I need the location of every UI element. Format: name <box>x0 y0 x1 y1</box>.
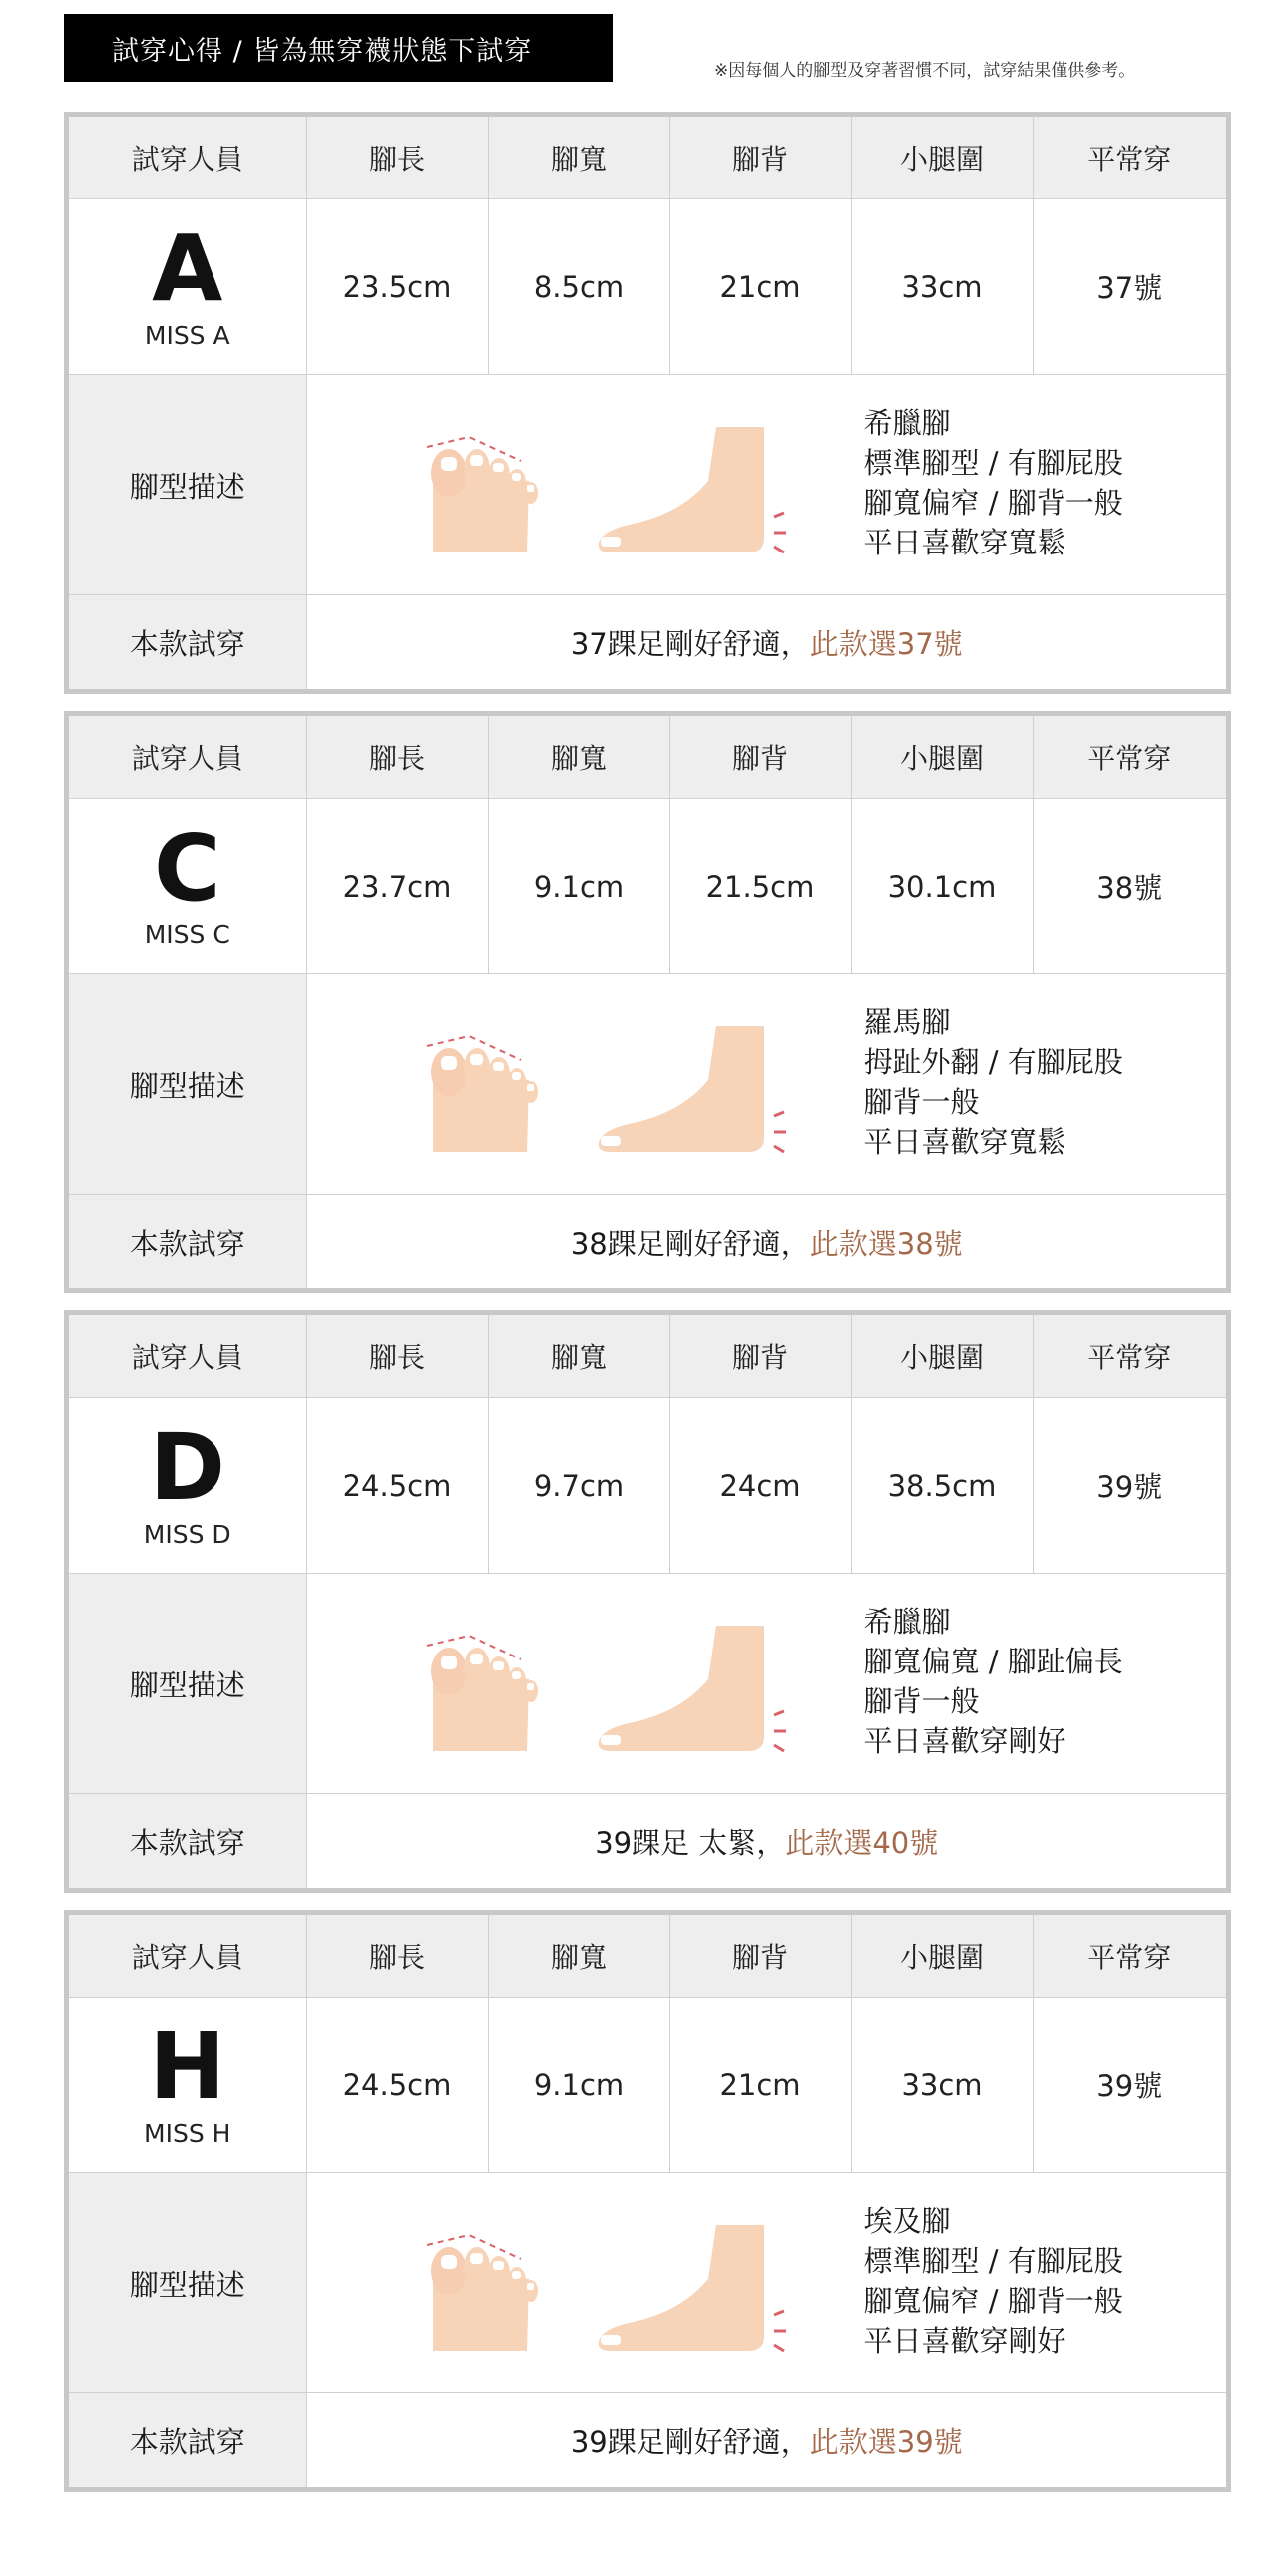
fit-result-text: 39踝足剛好舒適， <box>570 2424 810 2459</box>
description-line: 拇趾外翻 / 有腳屁股 <box>863 1045 1123 1079</box>
fit-result-cell <box>306 2393 1226 2488</box>
foot-type: 羅馬腳 <box>863 1005 951 1039</box>
description-label: 腳型描述 <box>69 375 306 595</box>
col-header-length: 腳長 <box>306 1915 488 1998</box>
chosen-size: 此款選37號 <box>809 626 963 661</box>
description-line: 平日喜歡穿剛好 <box>863 1724 1066 1758</box>
calf-value: 38.5cm <box>851 1398 1033 1574</box>
fit-result-row <box>69 1195 1226 1289</box>
description-line: 標準腳型 / 有腳屁股 <box>863 2244 1123 2278</box>
chosen-size: 此款選39號 <box>809 2424 963 2459</box>
fit-result-text: 38踝足剛好舒適， <box>570 1226 810 1261</box>
tester-name: MISS H <box>144 2119 231 2148</box>
header-row <box>69 1315 1226 1398</box>
description-row <box>69 1574 1226 1794</box>
toes-front-icon <box>419 2209 539 2363</box>
instep-value: 21cm <box>669 1998 851 2173</box>
tester-letter: C <box>153 815 221 921</box>
tester-table <box>69 1915 1226 2487</box>
measurement-row <box>69 1998 1226 2173</box>
col-header-usual: 平常穿 <box>1033 117 1226 199</box>
description-text <box>864 2201 1123 2361</box>
instep-value: 21cm <box>669 199 851 375</box>
description-text <box>864 403 1123 562</box>
usual-size-value: 38號 <box>1033 799 1226 974</box>
col-header-usual: 平常穿 <box>1033 1315 1226 1398</box>
header-row <box>69 716 1226 799</box>
tester-id-cell <box>69 199 306 375</box>
description-line: 平日喜歡穿寬鬆 <box>863 526 1066 559</box>
col-header-length: 腳長 <box>306 117 488 199</box>
description-line: 腳寬偏窄 / 腳背一般 <box>863 486 1123 520</box>
fit-result-text: 39踝足 太緊， <box>595 1825 786 1860</box>
description-text <box>864 1602 1123 1761</box>
foot-side-icon <box>589 1020 788 1164</box>
foot-length-value: 24.5cm <box>306 1998 488 2173</box>
instep-value: 24cm <box>669 1398 851 1574</box>
description-cell <box>306 375 1226 595</box>
calf-value: 30.1cm <box>851 799 1033 974</box>
description-row <box>69 974 1226 1195</box>
foot-side-icon <box>589 2219 788 2363</box>
fit-result-row <box>69 2393 1226 2488</box>
tester-table <box>69 716 1226 1288</box>
tester-card-c <box>64 711 1231 1293</box>
description-label: 腳型描述 <box>69 974 306 1195</box>
description-cell <box>306 2173 1226 2393</box>
col-header-tester: 試穿人員 <box>69 117 306 199</box>
col-header-calf: 小腿圍 <box>851 117 1033 199</box>
tester-id-cell <box>69 799 306 974</box>
foot-length-value: 23.5cm <box>306 199 488 375</box>
description-row <box>69 2173 1226 2393</box>
description-line: 腳背一般 <box>863 1684 980 1718</box>
tester-letter: D <box>149 1414 225 1521</box>
col-header-length: 腳長 <box>306 1315 488 1398</box>
foot-width-value: 9.1cm <box>488 1998 669 2173</box>
tester-name: MISS A <box>144 321 230 350</box>
col-header-instep: 腳背 <box>669 1915 851 1998</box>
foot-side-icon <box>589 1620 788 1763</box>
tester-letter: H <box>149 2014 226 2120</box>
description-text <box>864 1002 1123 1162</box>
header-note: ※因每個人的腳型及穿著習慣不同，試穿結果僅供參考。 <box>714 61 1136 81</box>
foot-length-value: 23.7cm <box>306 799 488 974</box>
tester-id-cell <box>69 1398 306 1574</box>
tester-letter: A <box>152 215 223 322</box>
header-row <box>69 1915 1226 1998</box>
tester-name: MISS C <box>144 920 230 949</box>
col-header-width: 腳寬 <box>488 117 669 199</box>
description-label: 腳型描述 <box>69 1574 306 1794</box>
col-header-width: 腳寬 <box>488 1915 669 1998</box>
toes-front-icon <box>419 1010 539 1164</box>
col-header-usual: 平常穿 <box>1033 716 1226 799</box>
col-header-tester: 試穿人員 <box>69 1315 306 1398</box>
description-line: 平日喜歡穿寬鬆 <box>863 1125 1066 1159</box>
instep-value: 21.5cm <box>669 799 851 974</box>
fit-label: 本款試穿 <box>69 595 306 690</box>
measurement-row <box>69 199 1226 375</box>
description-line: 平日喜歡穿剛好 <box>863 2324 1066 2358</box>
foot-type: 埃及腳 <box>863 2204 951 2238</box>
description-line: 標準腳型 / 有腳屁股 <box>863 446 1123 480</box>
tester-card-d <box>64 1310 1231 1893</box>
header-row <box>69 117 1226 199</box>
col-header-calf: 小腿圍 <box>851 1915 1033 1998</box>
description-label: 腳型描述 <box>69 2173 306 2393</box>
description-line: 腳寬偏寬 / 腳趾偏長 <box>863 1645 1123 1678</box>
measurement-row <box>69 799 1226 974</box>
tester-table <box>69 117 1226 689</box>
fit-result-cell <box>306 1195 1226 1289</box>
col-header-usual: 平常穿 <box>1033 1915 1226 1998</box>
fit-result-cell <box>306 595 1226 690</box>
chosen-size: 此款選38號 <box>809 1226 963 1261</box>
description-cell <box>306 974 1226 1195</box>
fit-result-row <box>69 1794 1226 1889</box>
col-header-calf: 小腿圍 <box>851 716 1033 799</box>
col-header-tester: 試穿人員 <box>69 1915 306 1998</box>
foot-type: 希臘腳 <box>863 1605 951 1639</box>
foot-length-value: 24.5cm <box>306 1398 488 1574</box>
foot-width-value: 9.1cm <box>488 799 669 974</box>
fit-label: 本款試穿 <box>69 1195 306 1289</box>
fit-result-text: 37踝足剛好舒適， <box>570 626 810 661</box>
fit-label: 本款試穿 <box>69 1794 306 1889</box>
tester-table <box>69 1315 1226 1888</box>
measurement-row <box>69 1398 1226 1574</box>
toes-front-icon <box>419 1610 539 1763</box>
col-header-length: 腳長 <box>306 716 488 799</box>
tester-name: MISS D <box>143 1520 231 1549</box>
fit-label: 本款試穿 <box>69 2393 306 2488</box>
col-header-tester: 試穿人員 <box>69 716 306 799</box>
col-header-instep: 腳背 <box>669 117 851 199</box>
col-header-width: 腳寬 <box>488 1315 669 1398</box>
calf-value: 33cm <box>851 1998 1033 2173</box>
description-line: 腳寬偏窄 / 腳背一般 <box>863 2284 1123 2318</box>
description-cell <box>306 1574 1226 1794</box>
tester-card-a <box>64 112 1231 694</box>
foot-width-value: 8.5cm <box>488 199 669 375</box>
description-row <box>69 375 1226 595</box>
description-line: 腳背一般 <box>863 1085 980 1119</box>
col-header-width: 腳寬 <box>488 716 669 799</box>
foot-side-icon <box>589 421 788 564</box>
header-title-bar <box>64 14 613 82</box>
fit-result-cell <box>306 1794 1226 1889</box>
foot-type: 希臘腳 <box>863 406 951 440</box>
tester-id-cell <box>69 1998 306 2173</box>
col-header-instep: 腳背 <box>669 1315 851 1398</box>
usual-size-value: 39號 <box>1033 1398 1226 1574</box>
fit-result-row <box>69 595 1226 690</box>
header-title: 試穿心得 / 皆為無穿襪狀態下試穿 <box>112 35 533 67</box>
foot-width-value: 9.7cm <box>488 1398 669 1574</box>
col-header-calf: 小腿圍 <box>851 1315 1033 1398</box>
calf-value: 33cm <box>851 199 1033 375</box>
toes-front-icon <box>419 411 539 564</box>
col-header-instep: 腳背 <box>669 716 851 799</box>
usual-size-value: 37號 <box>1033 199 1226 375</box>
usual-size-value: 39號 <box>1033 1998 1226 2173</box>
tester-card-h <box>64 1910 1231 2492</box>
chosen-size: 此款選40號 <box>785 1825 939 1860</box>
